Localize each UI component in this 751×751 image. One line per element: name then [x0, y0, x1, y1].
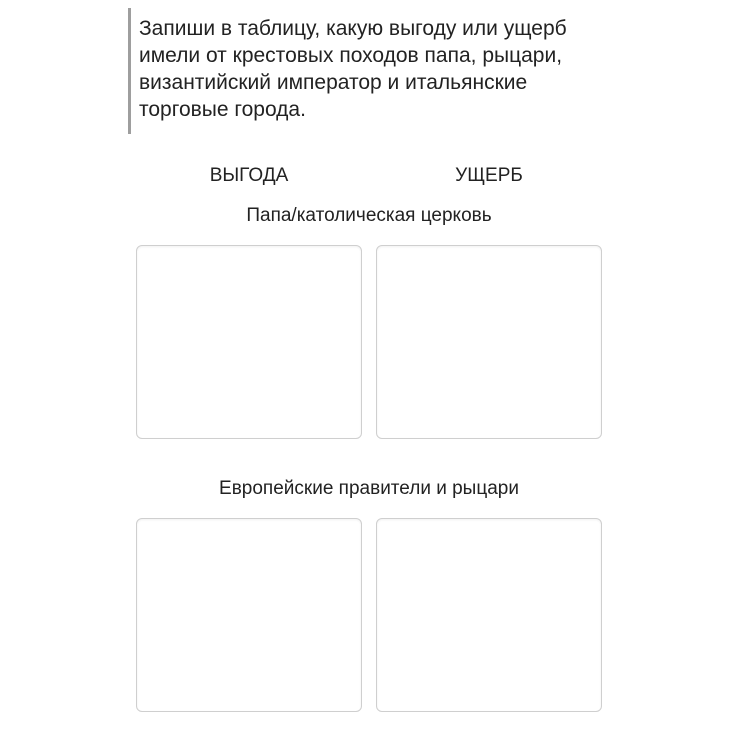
- pope-harm-answer-box[interactable]: [376, 245, 602, 439]
- rulers-benefit-answer-box[interactable]: [136, 518, 362, 712]
- rulers-harm-answer-box[interactable]: [376, 518, 602, 712]
- task-quote-block: [128, 8, 628, 134]
- pope-benefit-answer-box[interactable]: [136, 245, 362, 439]
- column-header-harm: УЩЕРБ: [455, 165, 523, 186]
- section-title-rulers-knights: Европейские правители и рыцари: [219, 478, 519, 499]
- task-text: Запиши в таблицу, какую выгоду или ущерб имели от крестовых походов папа, рыцари, византийский император и итальянские торговые города.: [139, 17, 567, 121]
- column-header-benefit: ВЫГОДА: [209, 165, 289, 186]
- section-title-pope-church: Папа/католическая церковь: [246, 205, 492, 226]
